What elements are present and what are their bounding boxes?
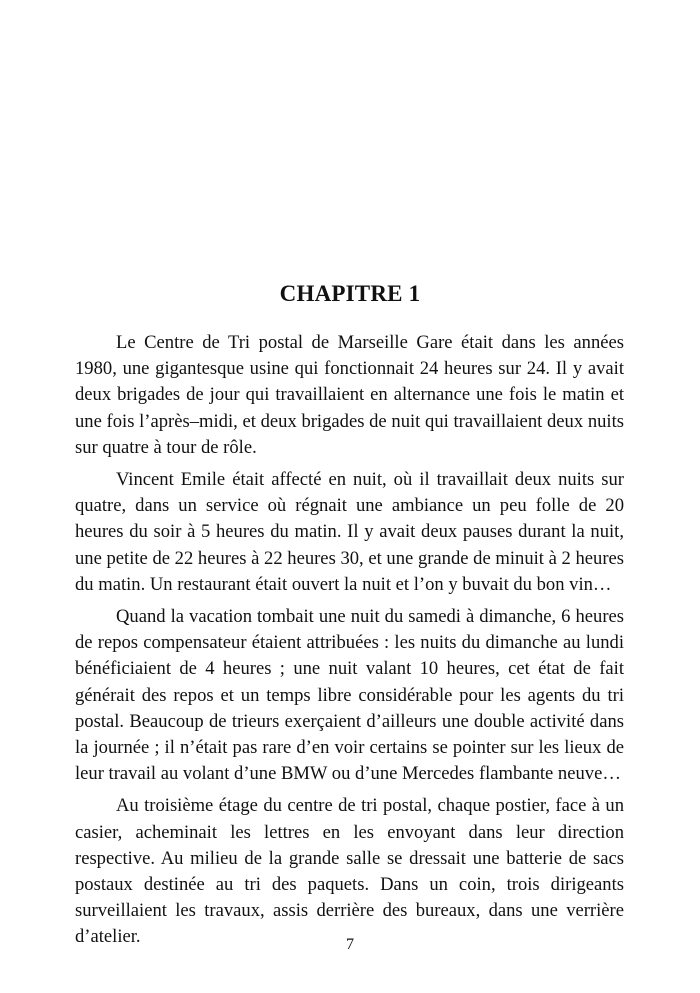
- paragraph-4: Au troisième étage du centre de tri postal, chaque postier, face à un casier, acheminait les lettres en les envoyant dans leur direction respective. Au milieu de la grande salle se dressait une batterie de sacs postaux destinée au tri des paquets. Dans un coin, trois dirigeants surveillaient les travaux, assis derrière des bureaux, dans une verrière d’atelier.: [75, 795, 624, 948]
- paragraph-2: Vincent Emile était affecté en nuit, où il travaillait deux nuits sur quatre, dans un service où régnait une ambiance un peu folle de 20 heures du soir à 5 heures du matin. Il y avait deux pauses durant la nuit, une petite de 22 heures à 22 heures 30, et une grande de minuit à 2 heures du matin. Un restaurant était ouvert la nuit et l’on y buvait du bon vin…: [75, 469, 624, 595]
- chapter-body: [75, 330, 624, 957]
- page-number: 7: [346, 936, 354, 953]
- chapter-title: CHAPITRE 1: [279, 281, 421, 306]
- paragraph-1: Le Centre de Tri postal de Marseille Gare était dans les années 1980, une gigantesque usine qui fonctionnait 24 heures sur 24. Il y avait deux brigades de jour qui travaillaient en alternance une fois le matin et une fois l’après–midi, et deux brigades de nuit qui travaillaient deux nuits sur quatre à tour de rôle.: [75, 332, 624, 458]
- paragraph-3: Quand la vacation tombait une nuit du samedi à dimanche, 6 heures de repos compensateur étaient attribuées : les nuits du dimanche au lundi bénéficiaient de 4 heures ; une nuit valant 10 heures, cet état de fait générait des repos et un temps libre considérable pour les agents du tri postal. Beaucoup de trieurs exerçaient d’ailleurs une double activité dans la journée ; il n’était pas rare d’en voir certains se pointer sur les lieux de leur travail au volant d’une BMW ou d’une Mercedes flambante neuve…: [75, 606, 624, 785]
